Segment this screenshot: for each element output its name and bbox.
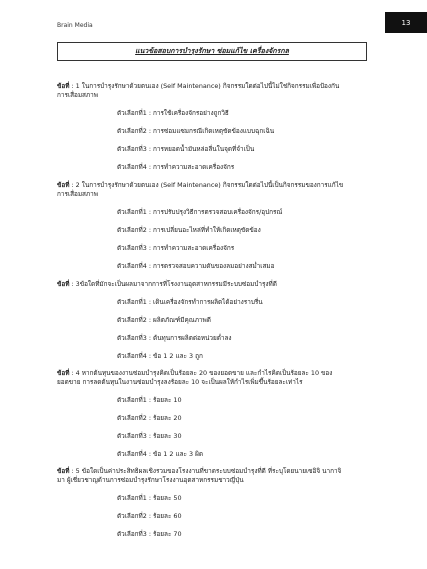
question-3-label: ข้อที่: [57, 280, 70, 288]
question-1-label: ข้อที่: [57, 82, 70, 90]
question-4-option-3: ตัวเลือกที่3 : ร้อยละ 30: [117, 432, 182, 440]
question-5-option-1: ตัวเลือกที่1 : ร้อยละ 50: [117, 494, 182, 502]
question-4-text-cont: ยอดขาย การลดต้นทุนในงานซ่อมบำรุงลงร้อยละ 10 จะเป็นผลให้กำไรเพิ่มขึ้นร้อยละเท่าไร: [57, 378, 303, 386]
header-brand: Brain Media: [57, 22, 93, 29]
question-4-stem: [57, 369, 375, 378]
question-2-stem: [57, 181, 375, 190]
question-2-option-4: ตัวเลือกที่4 : การตรวจสอบความดันของลมอย่างสม่ำเสมอ: [117, 262, 275, 270]
question-4-number: : 4: [69, 369, 80, 377]
page-number-badge: 13: [385, 12, 427, 33]
question-2-option-1: ตัวเลือกที่1 : การปรับปรุงวิธีการตรวจสอบเครื่องจักร/อุปกรณ์: [117, 208, 283, 216]
question-3-option-1: ตัวเลือกที่1 : เดินเครื่องจักรทำการผลิตได้อย่างราบรื่น: [117, 298, 263, 306]
question-3-stem: [57, 280, 375, 289]
question-5-stem: [57, 467, 375, 476]
question-3-text: ข้อใดที่มักจะเป็นผลมาจากการที่โรงงานอุตสาหกรรมมีระบบซ่อมบำรุงที่ดี: [79, 280, 277, 288]
question-2-option-2: ตัวเลือกที่2 : การเปลี่ยนอะไหล่ที่ทำให้เกิดเหตุขัดข้อง: [117, 226, 261, 234]
question-2-text-cont: การเสื่อมสภาพ: [57, 190, 98, 198]
question-5-text: ข้อใดเป็นค่าประสิทธิผลเชิงรวมของโรงงานที่ขาดระบบซ่อมบำรุงที่ดี ที่ระบุโดยนายเซอิจิ นากาจิ: [79, 467, 342, 475]
question-1-option-3: ตัวเลือกที่3 : การหยอดน้ำมันหล่อลื่นในจุดที่จำเป็น: [117, 145, 255, 153]
question-5: [57, 467, 375, 548]
question-3-option-3: ตัวเลือกที่3 : ต้นทุนการผลิตต่อหน่วยต่ำลง: [117, 334, 232, 342]
question-4-option-4: ตัวเลือกที่4 : ข้อ 1 2 และ 3 ผิด: [117, 450, 203, 458]
question-3-number: : 3: [69, 280, 80, 288]
question-2-option-3: ตัวเลือกที่3 : การทำความสะอาดเครื่องจักร: [117, 244, 235, 252]
question-1-number: : 1: [69, 82, 80, 90]
question-5-text-cont: มา ผู้เชี่ยวชาญด้านการซ่อมบำรุงรักษาโรงงานอุตสาหกรรมชาวญี่ปุ่น: [57, 476, 244, 484]
question-list: [57, 82, 375, 548]
question-5-option-2: ตัวเลือกที่2 : ร้อยละ 60: [117, 512, 182, 520]
question-2-label: ข้อที่: [57, 181, 70, 189]
question-1-stem: [57, 82, 375, 91]
question-4-text: หากต้นทุนของงานซ่อมบำรุงคิดเป็นร้อยละ 20 ของยอดขาย และกำไรคิดเป็นร้อยละ 10 ของ: [79, 369, 333, 377]
question-3: [57, 280, 375, 369]
question-5-number: : 5: [69, 467, 80, 475]
question-2: [57, 181, 375, 280]
question-4: [57, 369, 375, 467]
question-2-text: ในการบำรุงรักษาด้วยตนเอง (Self Maintenance) กิจกรรมใดต่อไปนี้เป็นกิจกรรมของการแก้ไข: [79, 181, 344, 189]
question-2-number: : 2: [69, 181, 80, 189]
question-1-text: ในการบำรุงรักษาด้วยตนเอง (Self Maintenance) กิจกรรมใดต่อไปนี้ไม่ใช่กิจกรรมเพื่อป้องกัน: [79, 82, 340, 90]
document-title-text: แนวข้อสอบการบำรุงรักษา ซ่อมแก้ไข เครื่องจักรกล: [135, 47, 289, 55]
question-3-option-2: ตัวเลือกที่2 : ผลิตภัณฑ์มีคุณภาพดี: [117, 316, 211, 324]
question-4-option-1: ตัวเลือกที่1 : ร้อยละ 10: [117, 396, 182, 404]
question-1-option-4: ตัวเลือกที่4 : การทำความสะอาดเครื่องจักร: [117, 163, 235, 171]
question-1-option-1: ตัวเลือกที่1 : การใช้เครื่องจักรอย่างถูกวิธี: [117, 109, 229, 117]
question-3-option-4: ตัวเลือกที่4 : ข้อ 1 2 และ 3 ถูก: [117, 352, 203, 360]
question-4-label: ข้อที่: [57, 369, 70, 377]
document-title: [57, 42, 367, 61]
question-1-option-2: ตัวเลือกที่2 : การซ่อมแซมกรณีเกิดเหตุขัดข้องแบบฉุกเฉิน: [117, 127, 275, 135]
question-5-label: ข้อที่: [57, 467, 70, 475]
question-4-option-2: ตัวเลือกที่2 : ร้อยละ 20: [117, 414, 182, 422]
question-1-text-cont: การเสื่อมสภาพ: [57, 91, 98, 99]
question-5-option-3: ตัวเลือกที่3 : ร้อยละ 70: [117, 530, 182, 538]
question-1: [57, 82, 375, 181]
